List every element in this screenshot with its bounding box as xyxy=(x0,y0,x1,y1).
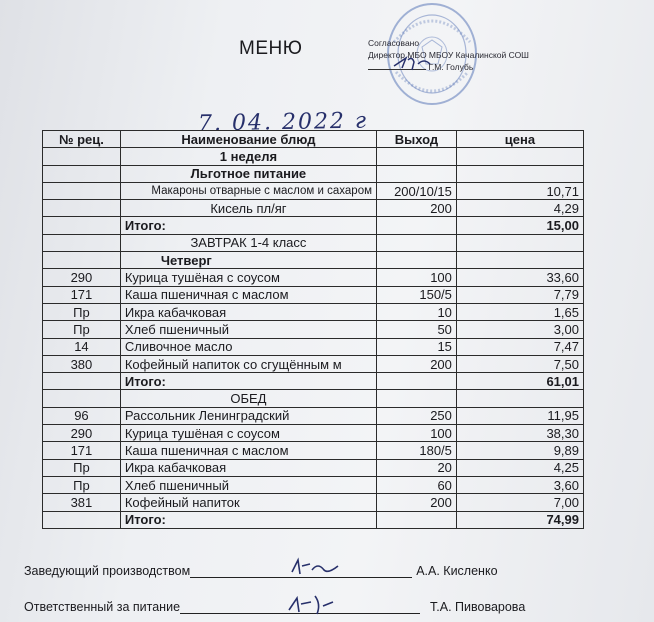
dish-name: Сливочное масло xyxy=(120,338,376,355)
total-value: 15,00 xyxy=(456,217,583,234)
recipe-number: 290 xyxy=(43,425,121,442)
dish-name: Рассольник Ленинградский xyxy=(120,407,376,424)
dish-output: 200/10/15 xyxy=(377,182,457,199)
section-heading-row xyxy=(43,165,584,182)
column-header-name: Наименование блюд xyxy=(120,131,376,148)
section-heading-breakfast: ЗАВТРАК 1-4 класс xyxy=(120,234,376,251)
day-label: Четверг xyxy=(120,252,376,269)
section-subheading-row xyxy=(43,252,584,269)
table-row xyxy=(43,338,584,355)
dish-output: 100 xyxy=(377,425,457,442)
dish-price: 38,30 xyxy=(456,425,583,442)
dish-price: 3,00 xyxy=(456,321,583,338)
total-row xyxy=(43,511,584,528)
dish-price: 1,65 xyxy=(456,303,583,320)
recipe-number: Пр xyxy=(43,303,121,320)
manager-line xyxy=(24,564,498,578)
table-row xyxy=(43,303,584,320)
week-label: 1 неделя xyxy=(120,148,376,165)
column-header-recipe: № рец. xyxy=(43,131,121,148)
dish-name: Каша пшеничная с маслом xyxy=(120,442,376,459)
dish-name: Каша пшеничная с маслом xyxy=(120,286,376,303)
dish-price: 7,00 xyxy=(456,494,583,511)
dish-output: 15 xyxy=(377,338,457,355)
dish-name: Кофейный напиток со сгущённым м xyxy=(120,355,376,372)
handwritten-date: 7. 04. 2022 г xyxy=(197,108,369,137)
table-row xyxy=(43,200,584,217)
total-row xyxy=(43,373,584,390)
table-row xyxy=(43,407,584,424)
section-heading-row xyxy=(43,234,584,251)
dish-name: Хлеб пшеничный xyxy=(120,476,376,493)
dish-output: 20 xyxy=(377,459,457,476)
section-heading-benefit: Льготное питание xyxy=(120,165,376,182)
dish-output: 10 xyxy=(377,303,457,320)
recipe-number: 380 xyxy=(43,355,121,372)
responsible-signature xyxy=(285,592,337,616)
approval-position: Директор МБО МБОУ Качалинской СОШ xyxy=(368,50,529,60)
total-label: Итого: xyxy=(120,511,376,528)
dish-name: Курица тушёная с соусом xyxy=(120,425,376,442)
dish-output: 60 xyxy=(377,476,457,493)
dish-price: 7,79 xyxy=(456,286,583,303)
dish-output: 250 xyxy=(377,407,457,424)
dish-output: 150/5 xyxy=(377,286,457,303)
dish-output: 180/5 xyxy=(377,442,457,459)
dish-price: 4,25 xyxy=(456,459,583,476)
dish-price: 11,95 xyxy=(456,407,583,424)
table-row xyxy=(43,476,584,493)
total-value: 61,01 xyxy=(456,373,583,390)
table-row xyxy=(43,494,584,511)
approval-agreed: Согласовано xyxy=(368,38,420,48)
total-value: 74,99 xyxy=(456,511,583,528)
table-row xyxy=(43,269,584,286)
dish-output: 100 xyxy=(377,269,457,286)
recipe-number: Пр xyxy=(43,321,121,338)
table-row xyxy=(43,355,584,372)
table-header-row xyxy=(43,131,584,148)
director-signature xyxy=(390,52,440,74)
manager-label: Заведующий производством xyxy=(24,564,191,578)
total-label: Итого: xyxy=(120,217,376,234)
dish-output: 200 xyxy=(377,200,457,217)
recipe-number: 171 xyxy=(43,442,121,459)
approval-signer: Г.М. Голубь xyxy=(428,62,474,72)
dish-output: 200 xyxy=(377,494,457,511)
manager-signature xyxy=(288,556,344,578)
section-heading-row xyxy=(43,390,584,407)
dish-price: 33,60 xyxy=(456,269,583,286)
menu-table xyxy=(42,130,584,529)
recipe-number: Пр xyxy=(43,476,121,493)
table-row xyxy=(43,425,584,442)
page-title: МЕНЮ xyxy=(239,38,303,59)
recipe-number: 381 xyxy=(43,494,121,511)
dish-price: 7,47 xyxy=(456,338,583,355)
table-row xyxy=(43,286,584,303)
table-row xyxy=(43,459,584,476)
total-row xyxy=(43,217,584,234)
recipe-number: 290 xyxy=(43,269,121,286)
week-row xyxy=(43,148,584,165)
dish-price: 3,60 xyxy=(456,476,583,493)
dish-name: Курица тушёная с соусом xyxy=(120,269,376,286)
dish-price: 9,89 xyxy=(456,442,583,459)
section-heading-lunch: ОБЕД xyxy=(120,390,376,407)
recipe-number: 14 xyxy=(43,338,121,355)
dish-name: Макароны отварные с маслом и сахаром xyxy=(120,182,376,199)
dish-price: 4,29 xyxy=(456,200,583,217)
dish-price: 10,71 xyxy=(456,182,583,199)
column-header-output: Выход xyxy=(377,131,457,148)
dish-name: Кофейный напиток xyxy=(120,494,376,511)
dish-output: 200 xyxy=(377,355,457,372)
manager-name: А.А. Кисленко xyxy=(416,564,498,578)
responsible-name: Т.А. Пивоварова xyxy=(430,600,526,614)
responsible-line xyxy=(24,600,525,614)
table-row xyxy=(43,442,584,459)
column-header-price: цена xyxy=(456,131,583,148)
table-row xyxy=(43,321,584,338)
responsible-label: Ответственный за питание xyxy=(24,600,181,614)
recipe-number: Пр xyxy=(43,459,121,476)
dish-output: 50 xyxy=(377,321,457,338)
dish-name: Кисель пл/яг xyxy=(120,200,376,217)
dish-name: Хлеб пшеничный xyxy=(120,321,376,338)
dish-name: Икра кабачковая xyxy=(120,303,376,320)
dish-price: 7,50 xyxy=(456,355,583,372)
dish-name: Икра кабачковая xyxy=(120,459,376,476)
recipe-number: 171 xyxy=(43,286,121,303)
total-label: Итого: xyxy=(120,373,376,390)
recipe-number: 96 xyxy=(43,407,121,424)
table-row xyxy=(43,182,584,199)
